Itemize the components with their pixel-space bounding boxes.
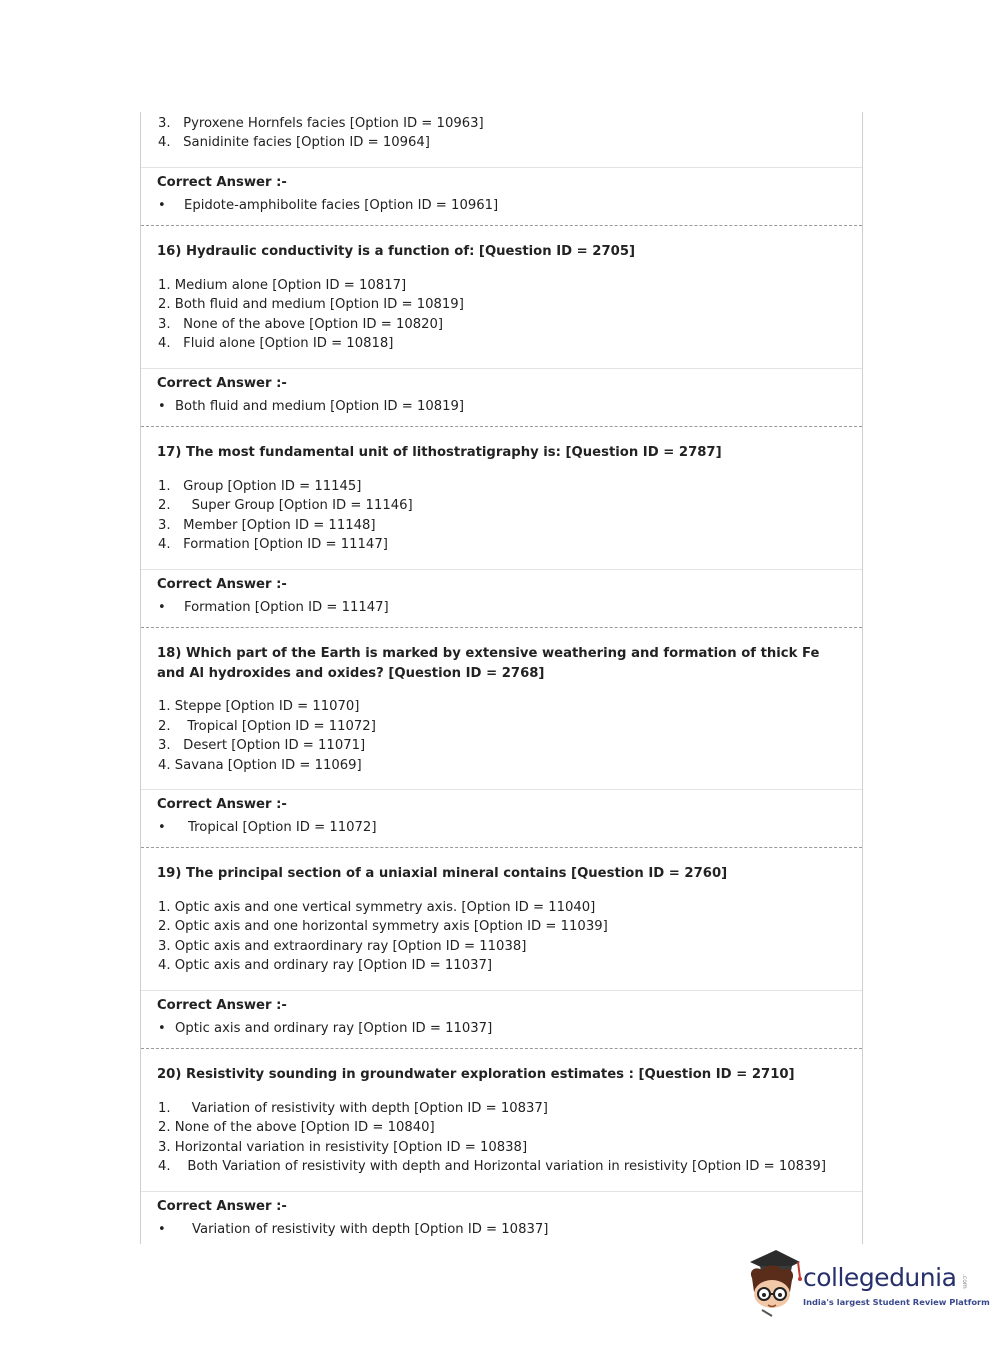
bullet-icon: • bbox=[158, 399, 166, 414]
bullet-icon: • bbox=[158, 820, 166, 835]
question-separator bbox=[141, 847, 862, 848]
option-line: 2. Optic axis and one horizontal symmetry axis [Option ID = 11039] bbox=[158, 919, 608, 934]
option-line: 1. Steppe [Option ID = 11070] bbox=[158, 699, 360, 714]
option-line: 3. Member [Option ID = 11148] bbox=[158, 518, 376, 533]
divider bbox=[141, 569, 862, 570]
option-line: 1. Medium alone [Option ID = 10817] bbox=[158, 278, 407, 293]
option-line: 4. Sanidinite facies [Option ID = 10964] bbox=[158, 135, 430, 150]
bullet-icon: • bbox=[158, 1021, 166, 1036]
divider bbox=[141, 789, 862, 790]
option-line: 4. Savana [Option ID = 11069] bbox=[158, 758, 362, 773]
question-text: 17) The most fundamental unit of lithostratigraphy is: [Question ID = 2787] bbox=[157, 445, 722, 460]
document-page bbox=[140, 112, 863, 1244]
divider bbox=[141, 167, 862, 168]
divider bbox=[141, 990, 862, 991]
correct-answer-label: Correct Answer :- bbox=[157, 376, 287, 391]
brand-name: collegedunia bbox=[803, 1263, 957, 1292]
bullet-icon: • bbox=[158, 600, 166, 615]
question-separator bbox=[141, 426, 862, 427]
option-line: 2. Tropical [Option ID = 11072] bbox=[158, 719, 376, 734]
question-separator bbox=[141, 1048, 862, 1049]
option-line: 3. Optic axis and extraordinary ray [Option ID = 11038] bbox=[158, 939, 527, 954]
question-text: 16) Hydraulic conductivity is a function of: [Question ID = 2705] bbox=[157, 244, 636, 259]
divider bbox=[141, 368, 862, 369]
correct-answer-text: Formation [Option ID = 11147] bbox=[184, 600, 389, 615]
option-line: 4. Fluid alone [Option ID = 10818] bbox=[158, 336, 394, 351]
option-line: 4. Optic axis and ordinary ray [Option ID = 11037] bbox=[158, 958, 493, 973]
correct-answer-text: Epidote-amphibolite facies [Option ID = 10961] bbox=[184, 198, 499, 213]
option-line: 2. Super Group [Option ID = 11146] bbox=[158, 498, 413, 513]
correct-answer-label: Correct Answer :- bbox=[157, 175, 287, 190]
correct-answer-label: Correct Answer :- bbox=[157, 577, 287, 592]
bullet-icon: • bbox=[158, 198, 166, 213]
correct-answer-label: Correct Answer :- bbox=[157, 797, 287, 812]
correct-answer-text: Tropical [Option ID = 11072] bbox=[188, 820, 377, 835]
question-text: 20) Resistivity sounding in groundwater exploration estimates : [Question ID = 2710] bbox=[157, 1067, 795, 1082]
option-line: 4. Formation [Option ID = 11147] bbox=[158, 537, 388, 552]
option-line: 1. Variation of resistivity with depth [Option ID = 10837] bbox=[158, 1101, 548, 1116]
option-line: 1. Optic axis and one vertical symmetry axis. [Option ID = 11040] bbox=[158, 900, 596, 915]
question-text: 18) Which part of the Earth is marked by extensive weathering and formation of thick Fe and Al hydroxides and oxides? [Question ID = 2768] bbox=[157, 646, 820, 681]
option-line: 3. Desert [Option ID = 11071] bbox=[158, 738, 366, 753]
collegedunia-logo[interactable] bbox=[742, 1248, 990, 1318]
correct-answer-label: Correct Answer :- bbox=[157, 998, 287, 1013]
brand-tagline: India's largest Student Review Platform bbox=[803, 1297, 990, 1307]
correct-answer-text: Both fluid and medium [Option ID = 10819] bbox=[175, 399, 465, 414]
question-separator bbox=[141, 627, 862, 628]
option-line: 2. Both fluid and medium [Option ID = 10819] bbox=[158, 297, 464, 312]
option-line: 4. Both Variation of resistivity with depth and Horizontal variation in resistivity [Option ID = 10839] bbox=[158, 1159, 826, 1174]
brand-suffix: .com bbox=[961, 1274, 968, 1289]
option-line: 3. Horizontal variation in resistivity [Option ID = 10838] bbox=[158, 1140, 528, 1155]
divider bbox=[141, 1191, 862, 1192]
option-line: 1. Group [Option ID = 11145] bbox=[158, 479, 362, 494]
correct-answer-text: Variation of resistivity with depth [Option ID = 10837] bbox=[192, 1222, 549, 1237]
correct-answer-text: Optic axis and ordinary ray [Option ID = 11037] bbox=[175, 1021, 493, 1036]
option-line: 3. None of the above [Option ID = 10820] bbox=[158, 317, 444, 332]
mascot-icon bbox=[742, 1248, 804, 1318]
option-line: 2. None of the above [Option ID = 10840] bbox=[158, 1120, 435, 1135]
question-separator bbox=[141, 225, 862, 226]
question-text: 19) The principal section of a uniaxial mineral contains [Question ID = 2760] bbox=[157, 866, 728, 881]
bullet-icon: • bbox=[158, 1222, 166, 1237]
correct-answer-label: Correct Answer :- bbox=[157, 1199, 287, 1214]
option-line: 3. Pyroxene Hornfels facies [Option ID = 10963] bbox=[158, 116, 484, 131]
